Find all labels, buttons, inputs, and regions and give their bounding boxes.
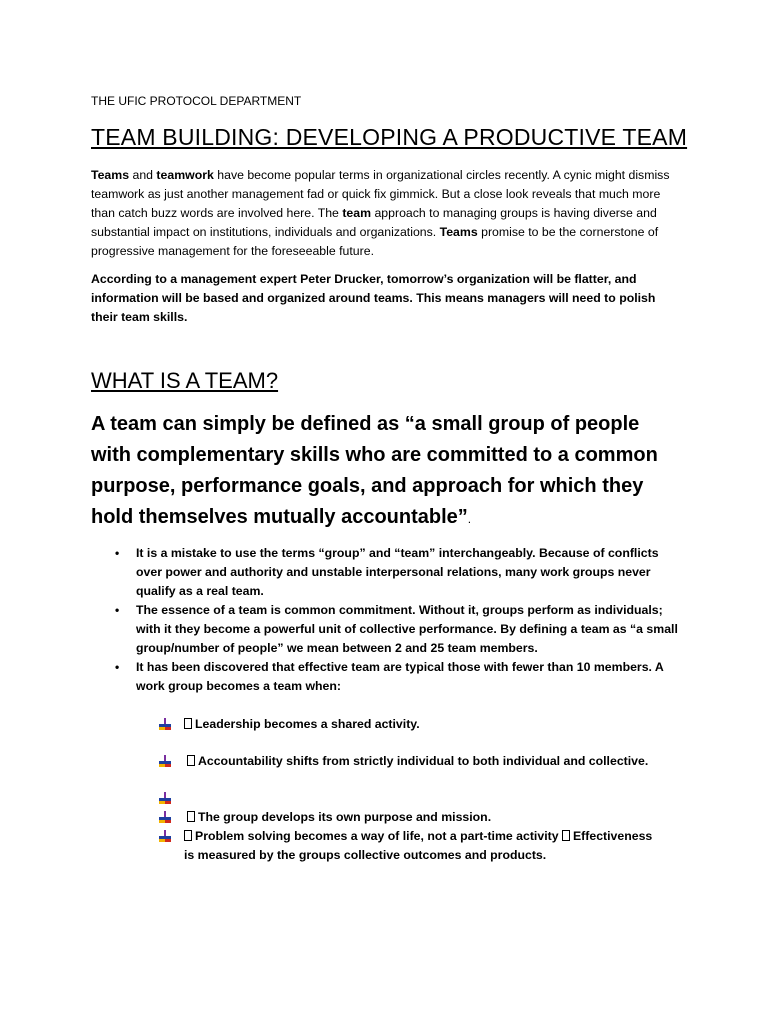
bullet-item <box>91 601 681 658</box>
bullet-item <box>91 544 681 601</box>
bullet-dot-icon: • <box>115 546 120 560</box>
bullet-text: It is a mistake to use the terms “group” and “team” interchangeably. Because of conflicts over power and authority and unstable interpersonal relations, many work groups never qualify as a real team. <box>136 546 659 598</box>
page-title: TEAM BUILDING: DEVELOPING A PRODUCTIVE TEAM <box>91 124 688 150</box>
arrow-bullet-icon <box>158 792 172 805</box>
sub-item-text: Accountability shifts from strictly individual to both individual and collective. <box>198 754 649 768</box>
drucker-paragraph: According to a management expert Peter Drucker, tomorrow’s organization will be flatter, and information will be based and organized around teams. This means managers will need to polish their team skills. <box>91 272 656 324</box>
missing-glyph-icon <box>184 830 192 841</box>
missing-glyph-icon <box>187 755 195 766</box>
team-definition <box>91 409 681 535</box>
sub-item-text: The group develops its own purpose and mission. <box>198 810 492 824</box>
bullet-text: The essence of a team is common commitment. Without it, groups perform as individuals; with it they become a powerful unit of collective performance. By defining a team as “a small group/number of people” we mean between 2 and 25 team members. <box>136 603 678 655</box>
arrow-bullet-icon <box>158 830 172 843</box>
bullet-list <box>91 544 681 696</box>
missing-glyph-icon <box>184 718 192 729</box>
definition-end: . <box>467 512 472 526</box>
section-heading: WHAT IS A TEAM? <box>91 368 279 393</box>
department-label: THE UFIC PROTOCOL DEPARTMENT <box>91 94 302 108</box>
missing-glyph-icon <box>187 811 195 822</box>
intro-text-2: have become popular terms in organizational circles recently. A cynic might dismiss teamwork as just another management fad or quick fix gimmick. But a close look reveals that much more than catch buzz words are involved here. The <box>91 168 670 220</box>
arrow-bullet-icon <box>158 811 172 824</box>
bullet-dot-icon: • <box>115 660 120 674</box>
intro-text-1: and <box>129 168 157 182</box>
arrow-bullet-icon <box>158 755 172 768</box>
sub-item-text: Problem solving becomes a way of life, not a part-time activity <box>195 829 559 843</box>
missing-glyph-icon <box>562 830 570 841</box>
intro-bold-teams: Teams <box>91 168 130 182</box>
intro-text-4: promise to be the cornerstone of progressive management for the foreseeable future. <box>91 225 659 258</box>
bullet-item <box>91 658 681 696</box>
arrow-bullet-icon <box>158 718 172 731</box>
definition-text: A team can simply be defined as “a small group of people with complementary skills who are committed to a common purpose, performance goals, and approach for which they hold themselves mutually accountable” <box>91 413 658 528</box>
intro-bold-teams-2: Teams <box>439 225 478 239</box>
intro-bold-teamwork: teamwork <box>156 168 214 182</box>
intro-paragraph <box>91 166 671 261</box>
intro-text-3: approach to managing groups is having diverse and substantial impact on institutions, individuals and organizations. <box>91 206 657 239</box>
sub-item-text: Leadership becomes a shared activity. <box>195 717 420 731</box>
intro-bold-team: team <box>342 206 372 220</box>
bullet-dot-icon: • <box>115 603 120 617</box>
sub-item-text: Effectiveness is measured by the groups collective outcomes and products. <box>184 829 653 862</box>
bullet-text: It has been discovered that effective team are typical those with fewer than 10 members. A work group becomes a team when: <box>136 660 664 693</box>
